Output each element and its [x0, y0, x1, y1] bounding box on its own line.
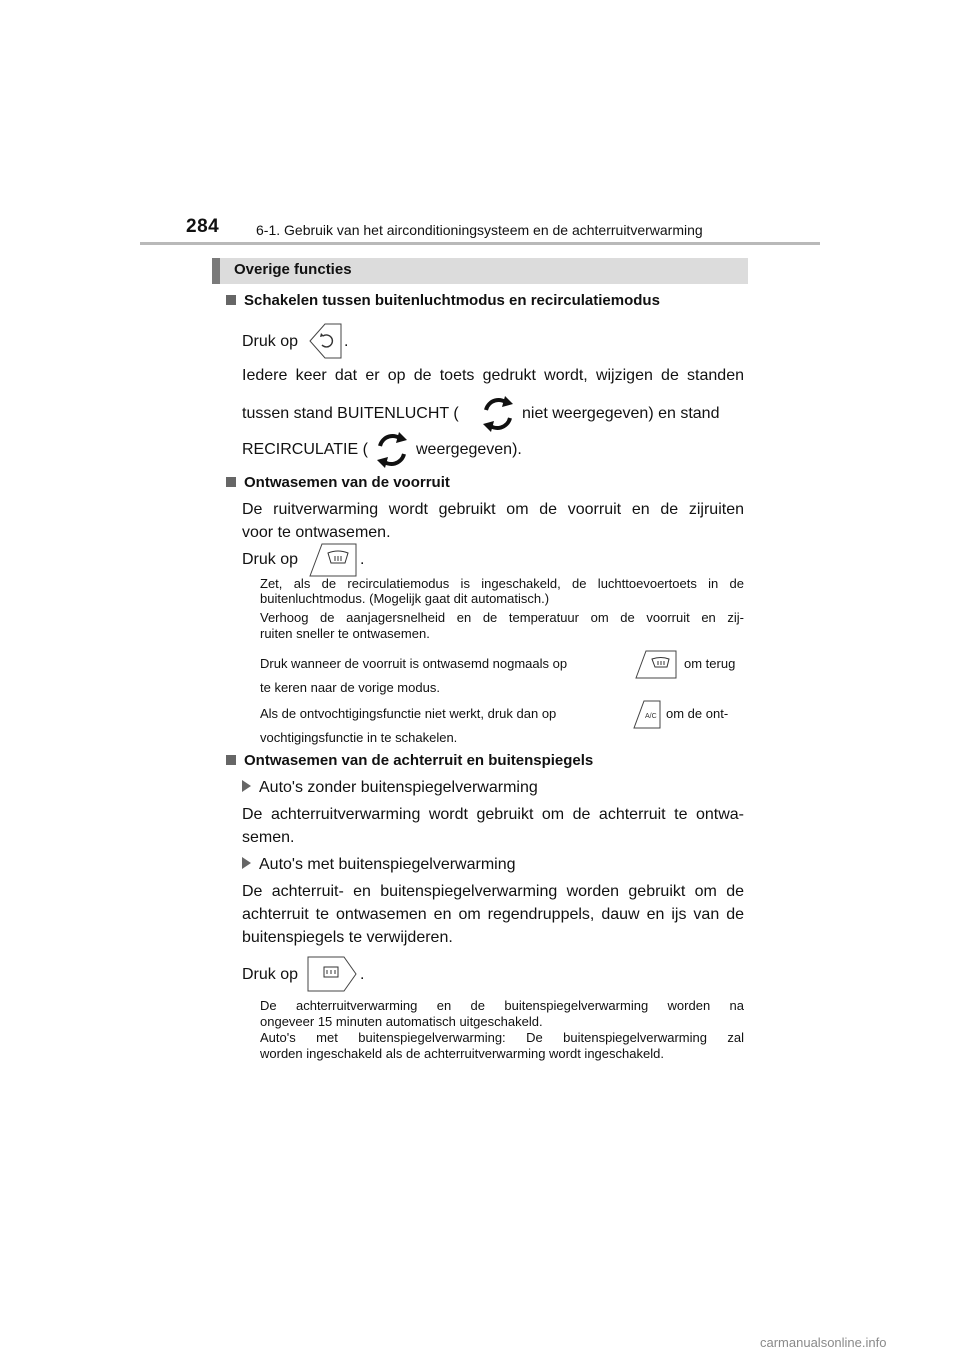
- rear-note-line3: Auto's met buitenspiegelverwarming: De buitenspiegelverwarming zal: [260, 1030, 744, 1045]
- recirc-press-line: [242, 330, 298, 353]
- rear-text2-line1: De achterruit- en buitenspiegelverwarming worden gebruikt om de: [242, 883, 744, 900]
- square-bullet-icon: [226, 295, 236, 305]
- rear-text2-line3: buitenspiegels te verwijderen.: [242, 929, 453, 946]
- rear-note-line1: De achterruitverwarming en de buitenspiegelverwarming worden na: [260, 998, 744, 1013]
- rear-text2-line2: achterruit te ontwasemen en om regendruppels, dauw en ijs van de: [242, 906, 744, 923]
- ac-label: A/C: [645, 713, 657, 720]
- rear-sub1: [242, 776, 538, 799]
- recirc-text-line1: Iedere keer dat er op de toets gedrukt wordt, wijzigen de standen: [242, 367, 744, 384]
- triangle-bullet-icon: [242, 780, 251, 792]
- front-defogger-button-icon: [308, 540, 358, 578]
- recirculation-button-icon: [308, 322, 342, 360]
- recirculation-indicator-icon: [372, 426, 412, 474]
- rear-note-line2: ongeveer 15 minuten automatisch uitgeschakeld.: [260, 1014, 543, 1029]
- rear-text1-line2: semen.: [242, 829, 295, 846]
- press-period: .: [344, 333, 349, 350]
- windshield-note3-a: Als de ontvochtigingsfunctie niet werkt, druk dan op: [260, 706, 557, 721]
- heading-recirculation: [226, 292, 660, 309]
- heading-windshield: [226, 474, 450, 491]
- windshield-text-line2: voor te ontwasemen.: [242, 524, 391, 541]
- heading-text: Ontwasemen van de achterruit en buitenspiegels: [244, 752, 594, 769]
- windshield-note3-b: om de ont-: [666, 706, 729, 721]
- section-banner: [212, 258, 748, 284]
- windshield-note1-line1: Zet, als de recirculatiemodus is ingeschakeld, de luchttoevoertoets in de: [260, 576, 744, 591]
- rear-defogger-button-icon: [306, 954, 358, 994]
- square-bullet-icon: [226, 755, 236, 765]
- press-period: .: [360, 966, 365, 983]
- press-text: Druk op: [242, 966, 299, 983]
- windshield-note2-a: Druk wanneer de voorruit is ontwasemd nogmaals op: [260, 656, 568, 671]
- outside-air-icon: [478, 390, 518, 438]
- page-number: 284: [186, 216, 220, 237]
- rear-text1-line1: De achterruitverwarming wordt gebruikt om de achterruit te ontwa-: [242, 806, 744, 823]
- rear-sub2: [242, 853, 516, 876]
- ac-button-icon: [632, 698, 662, 730]
- windshield-note2-b: om terug: [684, 656, 736, 671]
- heading-rear: [226, 752, 593, 769]
- recirc-text-line2a: tussen stand BUITENLUCHT (: [242, 405, 459, 422]
- triangle-bullet-icon: [242, 857, 251, 869]
- windshield-note1-line4: ruiten sneller te ontwasemen.: [260, 626, 430, 641]
- windshield-text-line1: De ruitverwarming wordt gebruikt om de voorruit en de zijruiten: [242, 501, 744, 518]
- windshield-note3-line2: vochtigingsfunctie in te schakelen.: [260, 730, 458, 745]
- heading-text: Ontwasemen van de voorruit: [244, 474, 450, 491]
- watermark: carmanualsonline.info: [760, 1335, 887, 1350]
- section-title: Overige functies: [234, 261, 352, 278]
- square-bullet-icon: [226, 477, 236, 487]
- sub1-text: Auto's zonder buitenspiegelverwarming: [259, 779, 538, 796]
- windshield-note2-line2: te keren naar de vorige modus.: [260, 680, 440, 695]
- header-divider: [140, 242, 820, 245]
- chapter-title: 6-1. Gebruik van het airconditioningsysteem en de achterruitverwarming: [256, 222, 703, 238]
- press-period: .: [360, 551, 365, 568]
- rear-note-line4: worden ingeschakeld als de achterruitverwarming wordt ingeschakeld.: [260, 1046, 664, 1061]
- windshield-note1-line3: Verhoog de aanjagersnelheid en de temperatuur om de voorruit en zij-: [260, 610, 744, 625]
- recirc-text-line3b: weergegeven).: [416, 441, 522, 458]
- recirc-text-line3a: RECIRCULATIE (: [242, 441, 368, 458]
- windshield-note1-line2: buitenluchtmodus. (Mogelijk gaat dit automatisch.): [260, 591, 550, 606]
- press-text: Druk op: [242, 333, 299, 350]
- heading-text: Schakelen tussen buitenluchtmodus en recirculatiemodus: [244, 292, 660, 309]
- recirc-text-line2b: niet weergegeven) en stand: [522, 405, 720, 422]
- press-text: Druk op: [242, 551, 299, 568]
- front-defogger-icon-small: [634, 648, 678, 680]
- sub2-text: Auto's met buitenspiegelverwarming: [259, 856, 516, 873]
